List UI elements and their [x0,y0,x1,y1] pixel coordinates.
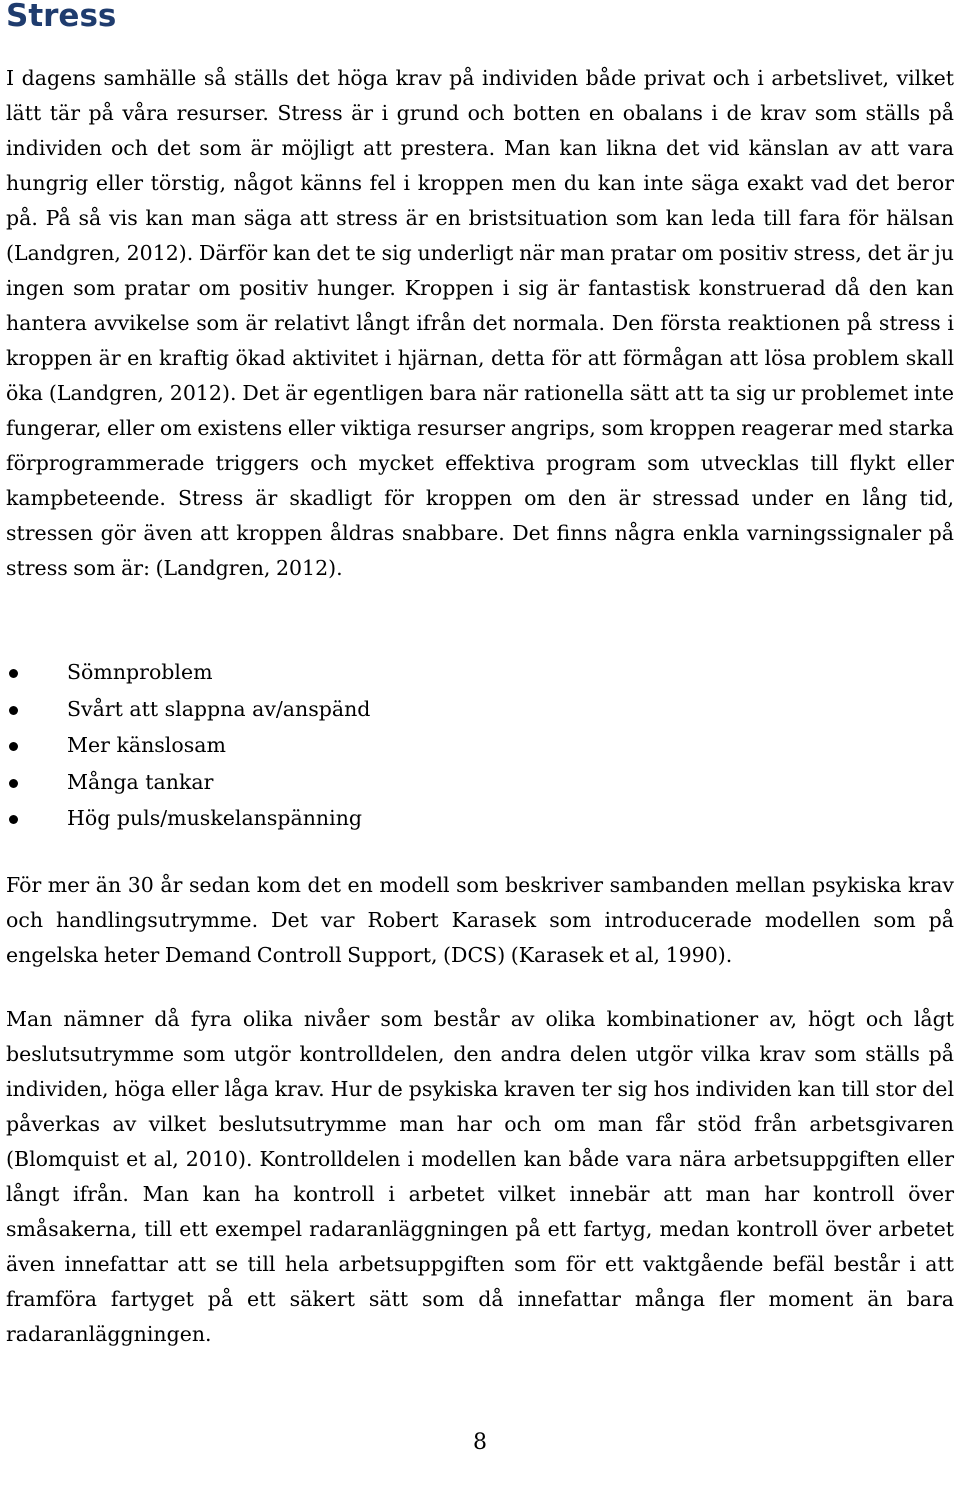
bullet-icon [9,779,18,788]
section-heading: Stress [6,0,117,34]
bullet-list [6,654,906,837]
list-item-text: Svårt att slappna av/anspänd [67,696,371,721]
page-number: 8 [473,1430,487,1455]
paragraph: I dagens samhälle så ställs det höga krav på individen både privat och i arbetslivet, vilket lätt tär på våra resurser. Stress är i grund och botten en obalans i de krav som ställs på individen och det som är möjligt att prestera. Man kan likna det vid känslan av att vara hungrig eller törstig, något känns fel i kroppen men du kan inte säga exakt vad det beror på. På så vis kan man säga att stress är en bristsituation som kan leda till fara för hälsan (Landgren, 2012). Därför kan det te sig underligt när man pratar om positiv stress, det är ju ingen som pratar om positiv hunger. Kroppen i sig är fantastisk konstruerad då den kan hantera avvikelse som är relativt långt ifrån det normala. Den första reaktionen på stress i kroppen är en kraftig ökad aktivitet i hjärnan, detta för att förmågan att lösa problem skall öka (Landgren, 2012). Det är egentligen bara när rationella sätt att ta sig ur problemet inte fungerar, eller om existens eller viktiga resurser angrips, som kroppen reagerar med starka förprogrammerade triggers och mycket effektiva program som utvecklas till flykt eller kampbeteende. Stress är skadligt för kroppen om den är stressad under en lång tid, stressen gör även att kroppen åldras snabbare. Det finns några enkla varningssignaler på stress som är: (Landgren, 2012). [6,66,954,580]
bullet-icon [9,742,18,751]
list-item-text: Sömnproblem [67,660,213,684]
paragraph: Man nämner då fyra olika nivåer som består av olika kombinationer av, högt och lågt beslutsutrymme som utgör kontrolldelen, den andra delen utgör vilka krav som ställs på individen, höga eller låga krav. Hur de psykiska kraven ter sig hos individen kan till stor del påverkas av vilket beslutsutrymme man har och om man får stöd från arbetsgivaren (Blomquist et al, 2010). Kontrolldelen i modellen kan både vara nära arbetsuppgiften eller långt ifrån. Man kan ha kontroll i arbetet vilket innebär att man har kontroll över småsakerna, till ett exempel radaranläggningen på ett fartyg, medan kontroll över arbetet även innefattar att se till hela arbetsuppgiften som för ett vaktgående befäl består i att framföra fartyget på ett säkert sätt som då innefattar många fler moment än bara radaranläggningen. [6,1007,954,1346]
list-item [6,691,906,728]
bullet-icon [9,815,18,824]
list-item-text: Hög puls/muskelanspänning [67,806,363,830]
list-item [6,764,906,801]
bullet-icon [9,669,18,678]
list-item-text: Många tankar [67,769,214,794]
bullet-icon [9,706,18,715]
list-item-text: Mer känslosam [67,733,226,757]
list-item [6,727,906,764]
list-item [6,800,906,837]
list-item [6,654,906,691]
paragraph: För mer än 30 år sedan kom det en modell som beskriver sambanden mellan psykiska krav och handlingsutrymme. Det var Robert Karasek som introducerade modellen som på engelska heter Demand Controll Support, (DCS) (Karasek et al, 1990). [6,873,954,967]
